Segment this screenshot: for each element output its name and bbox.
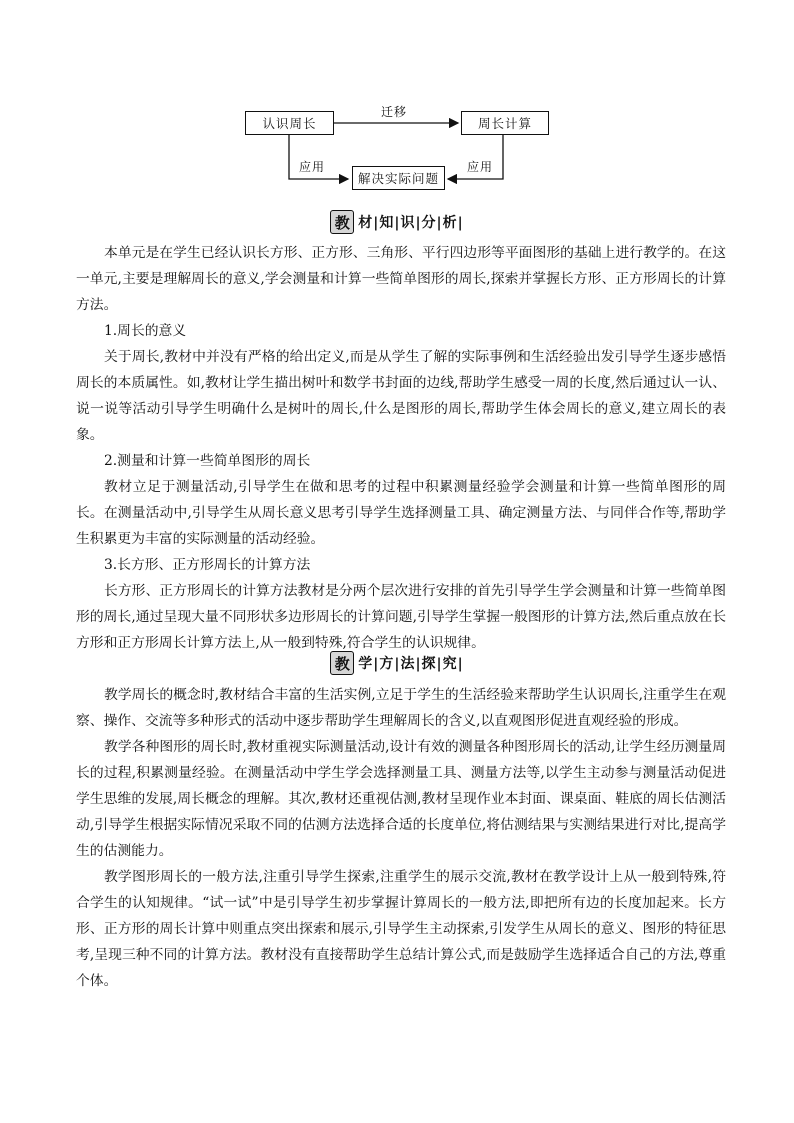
label-transfer: 迁移 xyxy=(381,105,408,119)
paragraph-concept: 教学周长的概念时,教材结合丰富的生活实例,立足于学生的生活经验来帮助学生认识周长,注重学生在观察、操作、交流等多种形式的活动中逐步帮助学生理解周长的含义,以直观图形促进直观经验的形成。 xyxy=(76,687,726,729)
subheading-3: 3.长方形、正方形周长的计算方法 xyxy=(104,557,311,573)
paragraph-3: 长方形、正方形周长的计算方法教材是分两个层次进行安排的首先引导学生学会测量和计算一些简单图形的周长,通过呈现大量不同形状多边形周长的计算问题,引导学生掌握一般图形的计算方法,然后重点放在长方形和正方形周长计算方法上,从一般到特殊,符合学生的认识规律。 xyxy=(76,583,726,651)
section-title-text: 学|方|法|探|究| xyxy=(358,656,464,672)
paragraph-measurement: 教学各种图形的周长时,教材重视实际测量活动,设计有效的测量各种图形周长的活动,让学生经历测量周长的过程,积累测量经验。在测量活动中学生学会选择测量工具、测量方法等,以学生主动参与测量活动促进学生思维的发展,周长概念的理解。其次,教材还重视估测,教材呈现作业本封面、课桌面、鞋底的周长估测活动,引导学生根据实际情况采取不同的估测方法选择合适的长度单位,将估测结果与实测结果进行对比,提高学生的估测能力。 xyxy=(76,739,726,859)
label-apply-left: 应用 xyxy=(299,160,326,174)
box-solve-problems: 解决实际问题 xyxy=(352,166,445,190)
subheading-1: 1.周长的意义 xyxy=(104,323,187,339)
paragraph-1: 关于周长,教材中并没有严格的给出定义,而是从学生了解的实际事例和生活经验出发引导学生逐步感悟周长的本质属性。如,教材让学生描出树叶和数学书封面的边线,帮助学生感受一周的长度,然后通过认一认、说一说等活动引导学生明确什么是树叶的周长,什么是图形的周长,帮助学生体会周长的意义,建立周长的表象。 xyxy=(76,349,726,443)
section2-body xyxy=(76,682,726,994)
intro-paragraph: 本单元是在学生已经认识长方形、正方形、三角形、平行四边形等平面图形的基础上进行教学的。在这一单元,主要是理解周长的意义,学会测量和计算一些简单图形的周长,探索并掌握长方形、正方形周长的计算方法。 xyxy=(76,245,726,313)
flow-diagram xyxy=(0,0,794,200)
label-apply-right: 应用 xyxy=(467,160,494,174)
section-badge: 教 xyxy=(330,210,354,234)
section-badge: 教 xyxy=(330,651,354,675)
box-perimeter-calculation: 周长计算 xyxy=(461,111,549,135)
subheading-2: 2.测量和计算一些简单图形的周长 xyxy=(104,453,311,469)
paragraph-general-method: 教学图形周长的一般方法,注重引导学生探索,注重学生的展示交流,教材在教学设计上从一般到特殊,符合学生的认知规律。“试一试”中是引导学生初步掌握计算周长的一般方法,即把所有边的长度加起来。长方形、正方形的周长计算中则重点突出探索和展示,引导学生主动探索,引发学生从周长的意义、图形的特征思考,呈现三种不同的计算方法。教材没有直接帮助学生总结计算公式,而是鼓励学生选择适合自己的方法,尊重个体。 xyxy=(76,869,726,989)
paragraph-2: 教材立足于测量活动,引导学生在做和思考的过程中积累测量经验学会测量和计算一些简单图形的周长。在测量活动中,引导学生从周长意义思考引导学生选择测量工具、确定测量方法、与同伴合作等,帮助学生积累更为丰富的实际测量的活动经验。 xyxy=(76,479,726,547)
section-title-textbook-analysis xyxy=(0,207,794,237)
section-title-text: 材|知|识|分|析| xyxy=(358,215,464,231)
section1-body xyxy=(76,240,726,656)
section-title-teaching-methods xyxy=(0,648,794,678)
box-recognize-perimeter: 认识周长 xyxy=(245,111,334,135)
